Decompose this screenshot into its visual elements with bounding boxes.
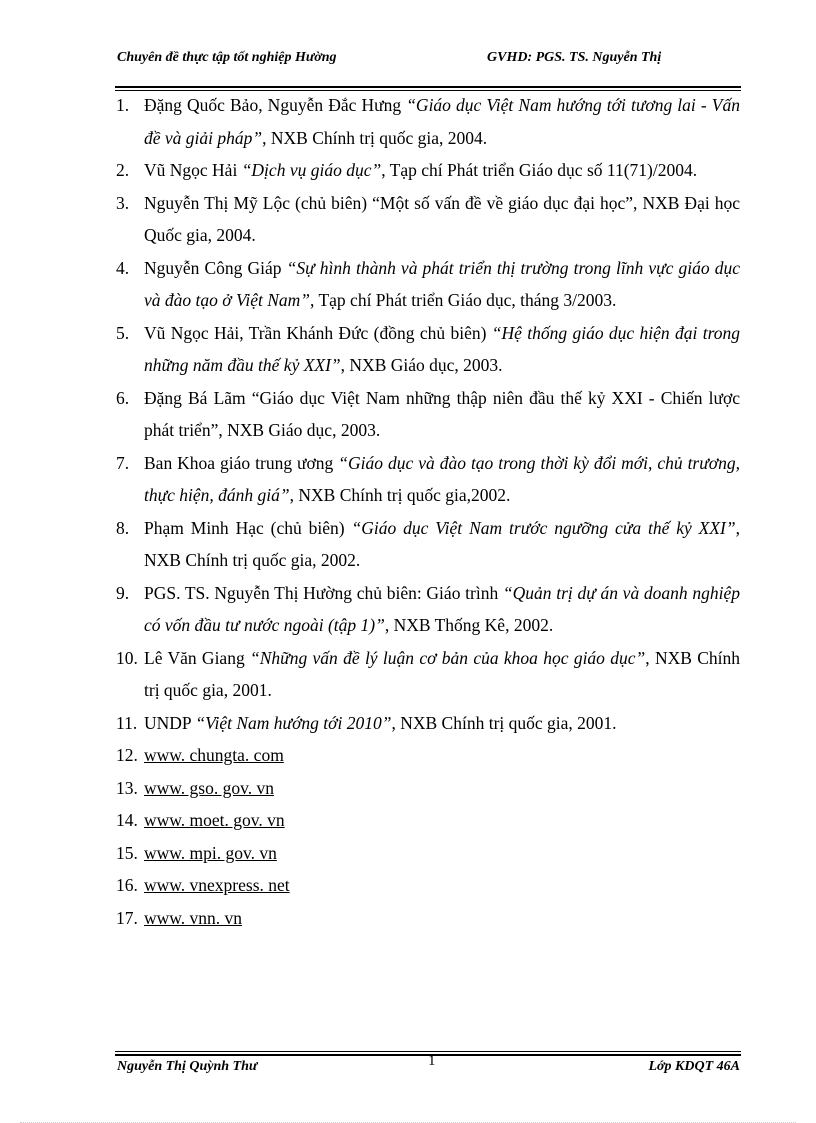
reference-item [116, 512, 740, 577]
link-item [116, 902, 740, 935]
reference-number: 11. [116, 712, 138, 733]
reference-item [116, 317, 740, 382]
link-number: 14. [116, 810, 138, 830]
reference-author: Ban Khoa giáo trung ương [144, 452, 339, 473]
reference-item [116, 707, 740, 740]
reference-item [116, 89, 740, 154]
reference-publisher: , NXB Chính trị quốc gia, 2001. [391, 712, 617, 733]
footer-author: Nguyễn Thị Quỳnh Thư [117, 1059, 258, 1074]
reference-item [116, 577, 740, 642]
reference-title: “Hệ thống giáo dục hiện đại trong những năm đầu thế kỷ XXI” [144, 322, 740, 375]
header-right-text: GVHD: PGS. TS. Nguyễn Thị [487, 50, 662, 65]
reference-author: PGS. TS. Nguyễn Thị Hường chủ biên: Giáo trình [144, 582, 503, 603]
link-item [116, 837, 740, 870]
reference-author: Lê Văn Giang [144, 647, 251, 668]
reference-item [116, 642, 740, 707]
footer-rule-thin [115, 1051, 741, 1052]
link-number: 13. [116, 777, 138, 798]
reference-title: “Giáo dục Việt Nam trước ngưỡng cửa thế kỷ XXI” [351, 517, 736, 538]
reference-title: “Sự hình thành và phát triển thị trường trong lĩnh vực giáo dục và đào tạo ở Việt Nam” [144, 257, 740, 310]
reference-number: 4. [116, 257, 130, 278]
reference-number: 10. [116, 647, 138, 668]
header-left-text: Chuyên đề thực tập tốt nghiệp Hường [117, 50, 337, 65]
reference-number: 7. [116, 452, 130, 473]
link-item [116, 869, 740, 902]
reference-title: “Việt Nam hướng tới 2010” [195, 712, 392, 733]
link-item [116, 772, 740, 805]
link-vnexpress[interactable]: www. vnexpress. net [144, 875, 290, 895]
reference-publisher: , NXB Chính trị quốc gia, 2002. [144, 517, 740, 570]
reference-title: “Quản trị dự án và doanh nghiệp có vốn đầu tư nước ngoài (tập 1)” [144, 582, 740, 635]
reference-author: Nguyễn Thị Mỹ Lộc (chủ biên) “Một số vấn đề về giáo dục đại học”, NXB Đại học Quốc gia, 2004. [144, 192, 740, 245]
reference-title: “Giáo dục Việt Nam hướng tới tương lai - Vấn đề và giải pháp” [144, 95, 741, 148]
reference-item [116, 382, 740, 447]
reference-author: Nguyễn Công Giáp [144, 257, 287, 278]
reference-publisher: , NXB Chính trị quốc gia, 2001. [144, 647, 740, 700]
link-number: 17. [116, 907, 138, 928]
reference-title: “Những vấn đề lý luận cơ bản của khoa học giáo dục” [250, 647, 646, 668]
page-number: 1 [428, 1053, 436, 1069]
header-rule [115, 86, 741, 88]
link-item [116, 739, 740, 772]
reference-list [116, 89, 740, 934]
reference-publisher: , Tạp chí Phát triển Giáo dục, tháng 3/2003. [310, 290, 617, 310]
link-chungta[interactable]: www. chungta. com [144, 745, 284, 765]
link-item [116, 804, 740, 837]
link-number: 12. [116, 745, 138, 765]
reference-title: “Dịch vụ giáo dục” [241, 160, 382, 180]
reference-item [116, 187, 740, 252]
link-number: 15. [116, 842, 138, 863]
reference-item [116, 447, 740, 512]
link-mpi[interactable]: www. mpi. gov. vn [144, 842, 277, 863]
link-number: 16. [116, 875, 138, 895]
reference-number: 1. [116, 95, 130, 115]
link-moet[interactable]: www. moet. gov. vn [144, 810, 285, 830]
reference-author: Vũ Ngọc Hải, Trần Khánh Đức (đồng chủ biên) [144, 322, 492, 343]
reference-publisher: , NXB Thống Kê, 2002. [384, 615, 554, 635]
reference-publisher: , NXB Chính trị quốc gia, 2004. [262, 127, 488, 148]
reference-number: 9. [116, 582, 130, 603]
footer-class: Lớp KDQT 46A [648, 1059, 740, 1074]
reference-publisher: , Tạp chí Phát triển Giáo dục số 11(71)/2004. [381, 160, 698, 180]
reference-item [116, 154, 740, 187]
reference-author: Đặng Bá Lãm “Giáo dục Việt Nam những thập niên đầu thế kỷ XXI - Chiến lược phát triển”, NXB Giáo dục, 2003. [144, 387, 740, 440]
reference-item [116, 252, 740, 317]
reference-number: 8. [116, 517, 130, 538]
reference-author: Phạm Minh Hạc (chủ biên) [144, 517, 352, 538]
reference-number: 6. [116, 387, 130, 408]
reference-author: UNDP [144, 712, 196, 733]
link-gso[interactable]: www. gso. gov. vn [144, 777, 274, 798]
reference-number: 3. [116, 192, 130, 213]
reference-number: 2. [116, 160, 130, 180]
reference-number: 5. [116, 322, 130, 343]
reference-author: Đặng Quốc Bảo, Nguyễn Đắc Hưng [144, 95, 407, 115]
reference-publisher: , NXB Giáo dục, 2003. [340, 355, 503, 375]
reference-publisher: , NXB Chính trị quốc gia,2002. [289, 485, 511, 505]
reference-title: “Giáo dục và đào tạo trong thời kỳ đổi mới, chủ trương, thực hiện, đánh giá” [144, 452, 741, 505]
reference-author: Vũ Ngọc Hải [144, 160, 242, 180]
link-vnn[interactable]: www. vnn. vn [144, 907, 243, 928]
